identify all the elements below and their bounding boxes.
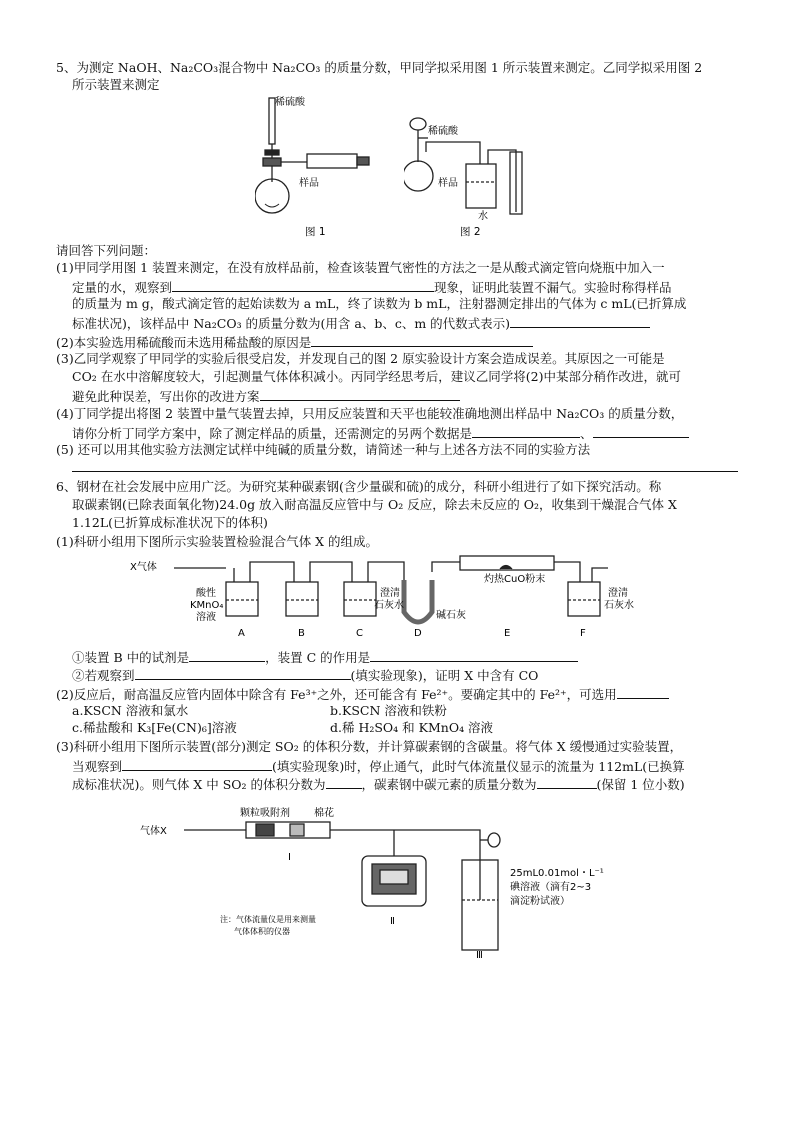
answer-blank[interactable] xyxy=(135,666,351,680)
answer-blank[interactable] xyxy=(537,775,597,789)
svg-text:水: 水 xyxy=(478,211,488,222)
q6-part1: (1)科研小组用下图所示实验装置检验混合气体 X 的组成。 xyxy=(56,534,379,549)
svg-text:酸性: 酸性 xyxy=(196,588,216,599)
answer-blank[interactable] xyxy=(510,314,650,328)
answer-blank[interactable] xyxy=(72,458,738,472)
svg-text:Ⅱ: Ⅱ xyxy=(390,916,395,927)
svg-text:溶液: 溶液 xyxy=(196,612,216,623)
svg-text:碱石灰: 碱石灰 xyxy=(436,610,466,621)
svg-text:F: F xyxy=(580,628,586,639)
q6-sub1: ①装置 B 中的试剂是 ，装置 C 的作用是 xyxy=(72,648,578,666)
svg-text:澄清: 澄清 xyxy=(380,588,400,599)
u-tube-d xyxy=(404,580,432,622)
svg-text:灼热CuO粉末: 灼热CuO粉末 xyxy=(484,574,546,585)
q5-part3-line2: CO₂ 在水中溶解度较大，引起测量气体体积减小。丙同学经思考后，建议乙同学将(2)中某部分稍作改进，就可 xyxy=(72,369,682,384)
svg-text:D: D xyxy=(414,628,422,639)
svg-text:Ⅰ: Ⅰ xyxy=(288,852,291,863)
answer-blank[interactable] xyxy=(326,775,362,789)
q5-part1-line3: 的质量为 m g，酸式滴定管的起始读数为 a mL，终了读数为 b mL，注射器测定排出的气体为 c mL(已折算成 xyxy=(72,296,687,311)
syringe xyxy=(307,154,357,168)
q6-stem-line1: 6、钢材在社会发展中应用广泛。为研究某种碳素钢(含少量碳和硫)的成分，科研小组进行了如下探究活动。称 xyxy=(56,479,662,494)
svg-text:棉花: 棉花 xyxy=(314,808,334,819)
q6-sub2: ②若观察到 (填实验现象)，证明 X 中含有 CO xyxy=(72,668,539,683)
q5-part3-line1: (3)乙同学观察了甲同学的实验后很受启发，并发现自己的图 2 原实验设计方案会造成误差。其原因之一可能是 xyxy=(56,351,665,366)
q6-part2: (2)反应后，耐高温反应管内固体中除含有 Fe³⁺之外，还可能含有 Fe²⁺。要确定其中的 Fe²⁺，可选用 xyxy=(56,685,669,703)
svg-text:样品: 样品 xyxy=(438,178,458,189)
q5-stem-line1: 5、为测定 NaOH、Na₂CO₃混合物中 Na₂CO₃ 的质量分数，甲同学拟采用图 1 所示装置来测定。乙同学拟采用图 2 xyxy=(56,60,703,75)
bottle-a xyxy=(226,582,258,616)
q6-stem-line2: 取碳素钢(已除表面氧化物)24.0g 放入耐高温反应管中与 O₂ 反应，除去未反应的 O₂，收集到干燥混合气体 X xyxy=(72,497,677,512)
svg-text:样品: 样品 xyxy=(299,178,319,189)
q5-part1-line1: (1)甲同学用图 1 装置来测定，在没有放样品前，检查该装置气密性的方法之一是从酸式滴定管向烧瓶中加入一 xyxy=(56,260,665,275)
bottle-b xyxy=(286,582,318,616)
svg-text:滴淀粉试液）: 滴淀粉试液） xyxy=(510,896,570,907)
separatory-funnel xyxy=(410,118,426,130)
answer-blank[interactable] xyxy=(370,648,578,662)
q5-prompt: 请回答下列问题： xyxy=(56,243,157,258)
figure-2-apparatus xyxy=(404,112,534,238)
svg-text:B: B xyxy=(298,628,305,639)
q6-part3-line3: 成标准状况)。则气体 X 中 SO₂ 的体积分数为 ，碳素钢中碳元素的质量分数为 (保留 1 位小数) xyxy=(72,777,685,792)
svg-text:C: C xyxy=(356,628,363,639)
answer-blank[interactable] xyxy=(172,278,434,292)
q5-part3-line3: 避免此种误差，写出你的改进方案 xyxy=(72,387,460,405)
answer-blank[interactable] xyxy=(617,685,669,699)
water-bottle xyxy=(466,164,496,208)
answer-blank[interactable] xyxy=(260,387,460,401)
answer-blank[interactable] xyxy=(311,333,533,347)
svg-text:石灰水: 石灰水 xyxy=(374,600,404,611)
svg-text:X气体: X气体 xyxy=(130,562,157,573)
svg-text:澄清: 澄清 xyxy=(608,588,628,599)
q6-option-b[interactable]: b.KSCN 溶液和铁粉 xyxy=(330,703,447,718)
q5-part4-line2: 请你分析丁同学方案中，除了测定样品的质量，还需测定的另两个数据是 、 xyxy=(72,424,689,442)
figure-gas-train xyxy=(130,552,650,646)
figure-1-apparatus xyxy=(255,96,375,238)
svg-text:25mL0.01mol・L⁻¹: 25mL0.01mol・L⁻¹ xyxy=(510,868,604,879)
q6-part3-line2: 当观察到 (填实验现象)时，停止通气，此时气体流量仪显示的流量为 112mL(已换算 xyxy=(72,759,685,774)
q6-option-d[interactable]: d.稀 H₂SO₄ 和 KMnO₄ 溶液 xyxy=(330,720,494,735)
round-bottom-flask xyxy=(255,179,289,213)
svg-text:图 1: 图 1 xyxy=(305,226,326,238)
svg-text:E: E xyxy=(504,628,511,639)
figure-so2-apparatus xyxy=(140,800,660,960)
svg-text:稀硫酸: 稀硫酸 xyxy=(275,97,305,108)
bottle-c xyxy=(344,582,376,616)
svg-text:A: A xyxy=(238,628,245,639)
svg-text:稀硫酸: 稀硫酸 xyxy=(428,126,458,137)
svg-text:KMnO₄: KMnO₄ xyxy=(190,600,224,611)
q5-part1-line2: 定量的水，观察到 现象，证明此装置不漏气。实验时称得样品 xyxy=(72,280,672,295)
svg-text:图 2: 图 2 xyxy=(460,226,481,238)
svg-text:气体体积的仪器: 气体体积的仪器 xyxy=(234,927,290,936)
answer-blank[interactable] xyxy=(122,757,272,771)
svg-text:Ⅲ: Ⅲ xyxy=(476,950,483,960)
svg-text:气体X: 气体X xyxy=(140,826,167,837)
svg-text:颗粒吸附剂: 颗粒吸附剂 xyxy=(240,808,290,819)
q5-stem-line2: 所示装置来测定 xyxy=(72,77,160,92)
svg-text:碘溶液（滴有2~3: 碘溶液（滴有2~3 xyxy=(510,882,592,893)
q5-part4-line1: (4)丁同学提出将图 2 装置中量气装置去掉，只用反应装置和天平也能较准确地测出样品中 Na₂CO₃ 的质量分数， xyxy=(56,406,684,421)
svg-text:注：气体流量仪是用来测量: 注：气体流量仪是用来测量 xyxy=(220,915,316,924)
answer-blank[interactable] xyxy=(472,424,580,438)
q5-part5-line1: (5) 还可以用其他实验方法测定试样中纯碱的质量分数，请简述一种与上述各方法不同的实验方法 xyxy=(56,442,591,457)
answer-blank[interactable] xyxy=(593,424,689,438)
q6-option-a[interactable]: a.KSCN 溶液和氯水 xyxy=(72,703,189,718)
bottle-f xyxy=(568,582,600,616)
answer-blank[interactable] xyxy=(189,648,265,662)
q6-option-c[interactable]: c.稀盐酸和 K₃[Fe(CN)₆]溶液 xyxy=(72,720,237,735)
q5-part2: (2)本实验选用稀硫酸而未选用稀盐酸的原因是 xyxy=(56,333,533,351)
svg-text:石灰水: 石灰水 xyxy=(604,600,634,611)
q5-part1-line4: 标准状况)，该样品中 Na₂CO₃ 的质量分数为(用含 a、b、c、m 的代数式表示) xyxy=(72,314,650,332)
q6-part3-line1: (3)科研小组用下图所示装置(部分)测定 SO₂ 的体积分数，并计算碳素钢的含碳量。将气体 X 缓慢通过实验装置， xyxy=(56,739,683,754)
q6-stem-line3: 1.12L(已折算成标准状况下的体积) xyxy=(72,515,268,530)
